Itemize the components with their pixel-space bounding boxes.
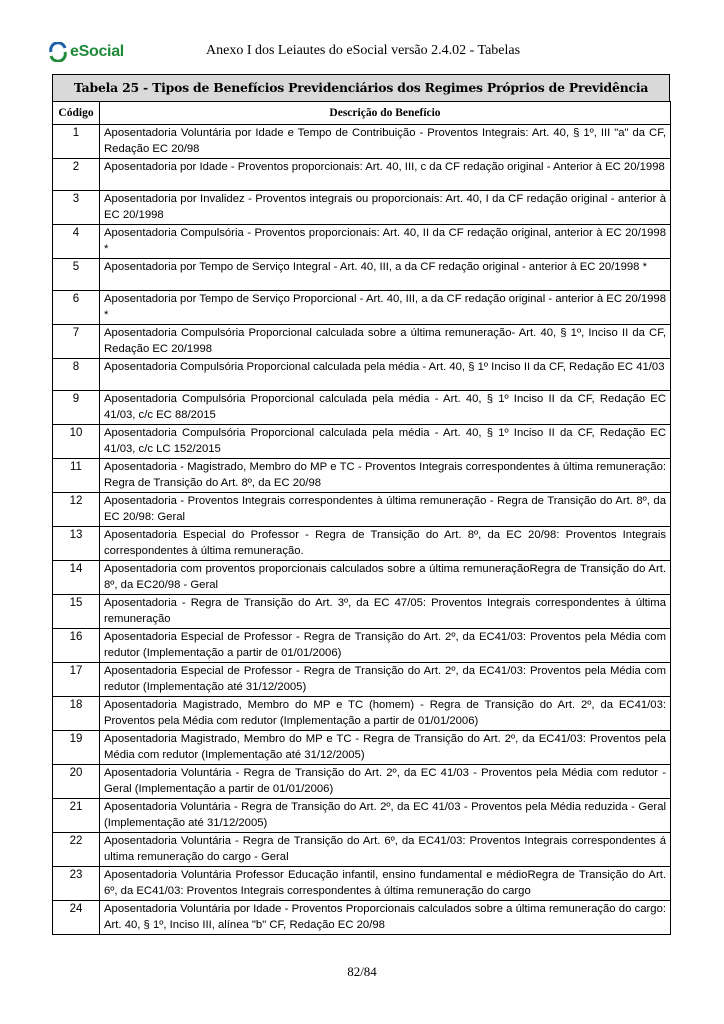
row-description: Aposentadoria - Regra de Transição do Art. 3º, da EC 47/05: Proventos Integrais correspondentes à última remuneração	[100, 595, 671, 629]
row-description: Aposentadoria Compulsória Proporcional calculada pela média - Art. 40, § 1º Inciso II da CF, Redação EC 41/03	[100, 359, 671, 391]
row-description: Aposentadoria com proventos proporcionais calculados sobre a última remuneraçãoRegra de Transição do Art. 8º, da EC20/98 - Geral	[100, 561, 671, 595]
esocial-logo	[48, 40, 124, 64]
esocial-logo-icon	[48, 42, 68, 62]
row-code: 8	[53, 359, 100, 391]
row-description: Aposentadoria Compulsória Proporcional calculada pela média - Art. 40, § 1º Inciso II da CF, Redação EC 41/03, c/c EC 88/2015	[100, 391, 671, 425]
row-code: 11	[53, 459, 100, 493]
row-description: Aposentadoria Compulsória - Proventos proporcionais: Art. 40, II da CF redação original, anterior à EC 20/1998 *	[100, 225, 671, 259]
column-header-code: Código	[53, 102, 100, 125]
row-code: 24	[53, 901, 100, 935]
row-code: 6	[53, 291, 100, 325]
logo-text: eSocial	[70, 43, 124, 60]
row-code: 9	[53, 391, 100, 425]
row-description: Aposentadoria Voluntária Professor Educação infantil, ensino fundamental e médioRegra de Transição do Art. 6º, da EC41/03: Proventos Integrais correspondentes à última remuneração do cargo	[100, 867, 671, 901]
table-row	[53, 867, 671, 901]
table-row	[53, 225, 671, 259]
table-row	[53, 629, 671, 663]
row-code: 15	[53, 595, 100, 629]
row-code: 19	[53, 731, 100, 765]
row-description: Aposentadoria Voluntária - Regra de Transição do Art. 6º, da EC41/03: Proventos Integrais correspondentes á ultima remuneração do cargo - Geral	[100, 833, 671, 867]
table-title: Tabela 25 - Tipos de Benefícios Previdenciários dos Regimes Próprios de Previdência	[52, 74, 670, 101]
table-row	[53, 561, 671, 595]
table-row	[53, 799, 671, 833]
row-code: 13	[53, 527, 100, 561]
table-row	[53, 595, 671, 629]
row-code: 21	[53, 799, 100, 833]
benefits-table	[52, 101, 671, 935]
row-description: Aposentadoria Voluntária - Regra de Transição do Art. 2º, da EC 41/03 - Proventos pela Média com redutor - Geral (Implementação a partir de 01/01/2006)	[100, 765, 671, 799]
row-description: Aposentadoria Voluntária por Idade e Tempo de Contribuição - Proventos Integrais: Art. 40, § 1º, III "a" da CF, Redação EC 20/98	[100, 125, 671, 159]
row-code: 14	[53, 561, 100, 595]
row-description: Aposentadoria Voluntária - Regra de Transição do Art. 2º, da EC 41/03 - Proventos pela Média reduzida - Geral (Implementação até 31/12/2005)	[100, 799, 671, 833]
row-code: 5	[53, 259, 100, 291]
table-row	[53, 765, 671, 799]
table-row	[53, 833, 671, 867]
row-description: Aposentadoria por Invalidez - Proventos integrais ou proporcionais: Art. 40, I da CF redação original - anterior à EC 20/1998	[100, 191, 671, 225]
row-code: 10	[53, 425, 100, 459]
row-description: Aposentadoria por Tempo de Serviço Proporcional - Art. 40, III, a da CF redação original - anterior à EC 20/1998 *	[100, 291, 671, 325]
row-code: 22	[53, 833, 100, 867]
table-row	[53, 391, 671, 425]
document-title: Anexo I dos Leiautes do eSocial versão 2.4.02 - Tabelas	[206, 43, 521, 58]
table-row	[53, 493, 671, 527]
table-row	[53, 191, 671, 225]
row-code: 4	[53, 225, 100, 259]
row-code: 12	[53, 493, 100, 527]
page-number: 82/84	[347, 964, 377, 979]
row-description: Aposentadoria - Magistrado, Membro do MP e TC - Proventos Integrais correspondentes à última remuneração: Regra de Transição do Art. 8º, da EC 20/98	[100, 459, 671, 493]
benefits-table-container	[52, 74, 670, 935]
row-description: Aposentadoria Magistrado, Membro do MP e TC (homem) - Regra de Transição do Art. 2º, da EC41/03: Proventos pela Média com redutor (Implementação a partir de 01/01/2006)	[100, 697, 671, 731]
table-row	[53, 697, 671, 731]
row-code: 2	[53, 159, 100, 191]
table-row	[53, 731, 671, 765]
table-row	[53, 901, 671, 935]
row-code: 20	[53, 765, 100, 799]
table-row	[53, 259, 671, 291]
table-row	[53, 325, 671, 359]
row-description: Aposentadoria Compulsória Proporcional calculada pela média - Art. 40, § 1º Inciso II da CF, Redação EC 41/03, c/c LC 152/2015	[100, 425, 671, 459]
table-row	[53, 663, 671, 697]
row-description: Aposentadoria por Idade - Proventos proporcionais: Art. 40, III, c da CF redação original - Anterior à EC 20/1998	[100, 159, 671, 191]
row-description: Aposentadoria Compulsória Proporcional calculada sobre a última remuneração- Art. 40, § 1º, Inciso II da CF, Redação EC 20/1998	[100, 325, 671, 359]
row-code: 16	[53, 629, 100, 663]
row-code: 17	[53, 663, 100, 697]
table-row	[53, 425, 671, 459]
table-row	[53, 159, 671, 191]
row-description: Aposentadoria Magistrado, Membro do MP e TC - Regra de Transição do Art. 2º, da EC41/03: Proventos pela Média com redutor (Implementação até 31/12/2005)	[100, 731, 671, 765]
table-row	[53, 359, 671, 391]
row-description: Aposentadoria Especial do Professor - Regra de Transição do Art. 8º, da EC 20/98: Proventos Integrais correspondentes à última remuneração.	[100, 527, 671, 561]
row-description: Aposentadoria Voluntária por Idade - Proventos Proporcionais calculados sobre a última remuneração do cargo: Art. 40, § 1º, Inciso III, alínea "b" CF, Redação EC 20/98	[100, 901, 671, 935]
row-code: 18	[53, 697, 100, 731]
table-row	[53, 527, 671, 561]
table-header-row	[53, 102, 671, 125]
row-code: 3	[53, 191, 100, 225]
row-code: 1	[53, 125, 100, 159]
row-code: 23	[53, 867, 100, 901]
row-description: Aposentadoria Especial de Professor - Regra de Transição do Art. 2º, da EC41/03: Proventos pela Média com redutor (Implementação até 31/12/2005)	[100, 663, 671, 697]
row-description: Aposentadoria Especial de Professor - Regra de Transição do Art. 2º, da EC41/03: Proventos pela Média com redutor (Implementação a partir de 01/01/2006)	[100, 629, 671, 663]
row-description: Aposentadoria por Tempo de Serviço Integral - Art. 40, III, a da CF redação original - anterior à EC 20/1998 *	[100, 259, 671, 291]
table-row	[53, 291, 671, 325]
column-header-description: Descrição do Benefício	[100, 102, 671, 125]
table-row	[53, 459, 671, 493]
page-header	[48, 40, 676, 64]
row-code: 7	[53, 325, 100, 359]
table-row	[53, 125, 671, 159]
row-description: Aposentadoria - Proventos Integrais correspondentes à última remuneração - Regra de Transição do Art. 8º, da EC 20/98: Geral	[100, 493, 671, 527]
